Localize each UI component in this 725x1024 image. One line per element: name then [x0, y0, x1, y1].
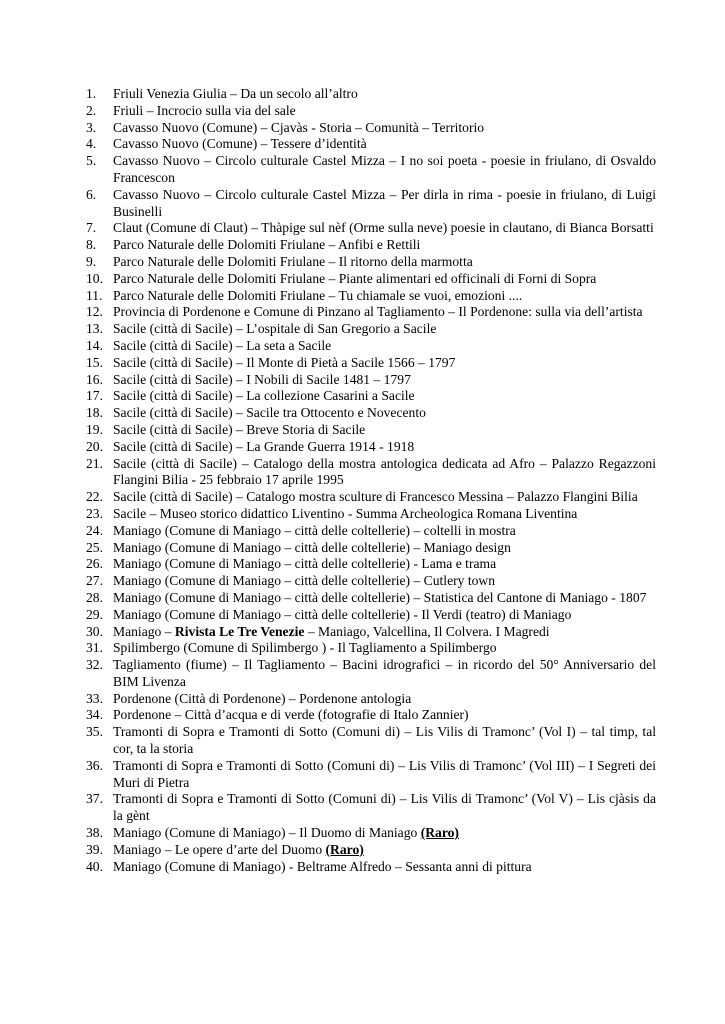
item-number: 33. [86, 690, 103, 706]
list-item [86, 405, 656, 422]
item-number: 37. [86, 791, 103, 807]
item-text: Maniago (Comune di Maniago – città delle coltellerie) – coltelli in mostra [113, 522, 516, 538]
item-number: 2. [86, 102, 97, 118]
item-number: 18. [86, 405, 103, 421]
item-text: Maniago – Le opere d’arte del Duomo [113, 841, 326, 857]
item-text: Maniago (Comune di Maniago – città delle coltellerie) - Lama e trama [113, 556, 497, 572]
list-item [86, 590, 656, 607]
item-text: Maniago (Comune di Maniago – città delle coltellerie) – Cutlery town [113, 573, 496, 589]
item-number: 19. [86, 421, 103, 437]
list-item [86, 707, 656, 724]
item-text: Parco Naturale delle Dolomiti Friulane – Tu chiamale se vuoi, emozioni .... [113, 287, 523, 303]
item-text: Pordenone – Città d’acqua e di verde (fotografie di Italo Zannier) [113, 707, 469, 723]
list-item [86, 758, 656, 792]
item-text: Sacile (città di Sacile) – La seta a Sacile [113, 337, 332, 353]
item-number: 7. [86, 220, 97, 236]
item-number: 4. [86, 136, 97, 152]
item-text: Sacile (città di Sacile) – Catalogo mostra sculture di Francesco Messina – Palazzo Flangini Bilia [113, 489, 638, 505]
list-item [86, 254, 656, 271]
item-number: 16. [86, 371, 103, 387]
list-item [86, 456, 656, 490]
item-number: 34. [86, 707, 103, 723]
item-text: Sacile – Museo storico didattico Liventino - Summa Archeologica Romana Liventina [113, 505, 578, 521]
list-item [86, 523, 656, 540]
list-item [86, 859, 656, 876]
item-text-post: – Maniago, Valcellina, Il Colvera. I Magredi [304, 623, 550, 639]
item-text: Friuli – Incrocio sulla via del sale [113, 102, 296, 118]
item-text: Sacile (città di Sacile) – Breve Storia di Sacile [113, 421, 366, 437]
item-number: 26. [86, 556, 103, 572]
list-item [86, 388, 656, 405]
list-item [86, 540, 656, 557]
item-number: 3. [86, 119, 97, 135]
item-bold-title: Rivista Le Tre Venezie [174, 623, 305, 639]
item-text: Tramonti di Sopra e Tramonti di Sotto (Comuni di) – Lis Vilis di Tramonc’ (Vol V) – Lis cjàsis da la gènt [113, 791, 656, 824]
item-number: 6. [86, 186, 97, 202]
list-item [86, 153, 656, 187]
item-text: Claut (Comune di Claut) – Thàpige sul nèf (Orme sulla neve) poesie in clautano, di Bianca Borsatti [113, 220, 654, 236]
item-text: Pordenone (Città di Pordenone) – Pordenone antologia [113, 690, 412, 706]
item-text: Cavasso Nuovo (Comune) – Cjavàs - Storia – Comunità – Territorio [113, 119, 485, 135]
item-number: 9. [86, 253, 97, 269]
item-number: 15. [86, 354, 103, 370]
list-item [86, 691, 656, 708]
rare-badge: (Raro) [420, 825, 459, 841]
item-number: 11. [86, 287, 103, 303]
item-text: Sacile (città di Sacile) – Catalogo della mostra antologica dedicata ad Afro – Palazzo Regazzoni Flangini Bilia - 25 febbraio 17 aprile 1995 [113, 455, 656, 488]
item-number: 36. [86, 757, 103, 773]
item-number: 20. [86, 438, 103, 454]
item-number: 1. [86, 86, 97, 101]
item-text: Maniago (Comune di Maniago – città delle coltellerie) - Il Verdi (teatro) di Maniago [113, 606, 572, 622]
item-number: 14. [86, 337, 103, 353]
list-item [86, 237, 656, 254]
list-item [86, 136, 656, 153]
item-number: 29. [86, 606, 103, 622]
list-item [86, 187, 656, 221]
list-item [86, 556, 656, 573]
item-number: 22. [86, 489, 103, 505]
item-text: Tramonti di Sopra e Tramonti di Sotto (Comuni di) – Lis Vilis di Tramonc’ (Vol III) – I Segreti dei Muri di Pietra [113, 757, 656, 790]
item-number: 30. [86, 623, 103, 639]
item-number: 38. [86, 825, 103, 841]
item-text: Maniago (Comune di Maniago) - Beltrame Alfredo – Sessanta anni di pittura [113, 858, 532, 874]
list-item [86, 439, 656, 456]
item-text: Maniago (Comune di Maniago) – Il Duomo di Maniago [113, 825, 421, 841]
list-item [86, 220, 656, 237]
item-number: 23. [86, 505, 103, 521]
item-text: Sacile (città di Sacile) – L’ospitale di San Gregorio a Sacile [113, 321, 437, 337]
item-text: Sacile (città di Sacile) – Sacile tra Ottocento e Novecento [113, 405, 426, 421]
item-text: Spilimbergo (Comune di Spilimbergo ) - Il Tagliamento a Spilimbergo [113, 640, 497, 656]
list-item [86, 825, 656, 842]
list-item [86, 842, 656, 859]
item-text: Maniago (Comune di Maniago – città delle coltellerie) – Statistica del Cantone di Maniago - 1807 [113, 589, 647, 605]
item-text: Friuli Venezia Giulia – Da un secolo all’altro [113, 86, 358, 101]
item-number: 25. [86, 539, 103, 555]
list-item [86, 657, 656, 691]
list-item [86, 372, 656, 389]
list-item [86, 640, 656, 657]
rare-badge: (Raro) [325, 841, 364, 857]
item-text: Cavasso Nuovo – Circolo culturale Castel Mizza – I no soi poeta - poesie in friulano, di Osvaldo Francescon [113, 153, 656, 185]
item-text: Tramonti di Sopra e Tramonti di Sotto (Comuni di) – Lis Vilis di Tramonc’ (Vol I) – tal timp, tal cor, ta la storia [113, 724, 656, 757]
list-item [86, 271, 656, 288]
item-text: Sacile (città di Sacile) – I Nobili di Sacile 1481 – 1797 [113, 371, 411, 387]
item-text: Sacile (città di Sacile) – La Grande Guerra 1914 - 1918 [113, 438, 415, 454]
item-number: 17. [86, 388, 103, 404]
item-number: 31. [86, 640, 103, 656]
item-number: 35. [86, 724, 103, 740]
item-number: 21. [86, 455, 103, 471]
list-item [86, 304, 656, 321]
item-text: Maniago – [113, 623, 175, 639]
item-text: Cavasso Nuovo – Circolo culturale Castel Mizza – Per dirla in rima - poesie in friulano, di Luigi Businelli [113, 186, 656, 219]
item-number: 24. [86, 522, 103, 538]
list-item [86, 791, 656, 825]
list-item [86, 624, 656, 641]
list-item [86, 489, 656, 506]
item-text: Provincia di Pordenone e Comune di Pinzano al Tagliamento – Il Pordenone: sulla via dell’artista [113, 304, 643, 320]
list-item [86, 103, 656, 120]
item-number: 13. [86, 321, 103, 337]
item-number: 40. [86, 858, 103, 874]
item-text: Tagliamento (fiume) – Il Tagliamento – Bacini idrografici – in ricordo del 50° Anniversario del BIM Livenza [113, 657, 656, 689]
item-text: Parco Naturale delle Dolomiti Friulane – Il ritorno della marmotta [113, 253, 473, 269]
item-number: 32. [86, 657, 103, 673]
list-item [86, 321, 656, 338]
list-item [86, 355, 656, 372]
item-text: Sacile (città di Sacile) – La collezione Casarini a Sacile [113, 388, 415, 404]
item-text: Cavasso Nuovo (Comune) – Tessere d’identità [113, 136, 367, 152]
item-number: 12. [86, 304, 103, 320]
list-item [86, 288, 656, 305]
item-number: 27. [86, 573, 103, 589]
item-text: Parco Naturale delle Dolomiti Friulane – Anfibi e Rettili [113, 237, 421, 253]
item-text: Parco Naturale delle Dolomiti Friulane – Piante alimentari ed officinali di Forni di Sopra [113, 270, 597, 286]
item-number: 5. [86, 153, 97, 169]
item-number: 28. [86, 589, 103, 605]
list-item [86, 338, 656, 355]
list-item [86, 120, 656, 137]
item-text: Sacile (città di Sacile) – Il Monte di Pietà a Sacile 1566 – 1797 [113, 354, 456, 370]
list-item [86, 422, 656, 439]
list-item [86, 86, 656, 103]
list-item [86, 506, 656, 523]
book-list [86, 86, 656, 875]
item-number: 8. [86, 237, 97, 253]
list-item [86, 573, 656, 590]
item-text: Maniago (Comune di Maniago – città delle coltellerie) – Maniago design [113, 539, 511, 555]
item-number: 39. [86, 841, 103, 857]
item-number: 10. [86, 270, 103, 286]
list-item [86, 724, 656, 758]
list-item [86, 607, 656, 624]
